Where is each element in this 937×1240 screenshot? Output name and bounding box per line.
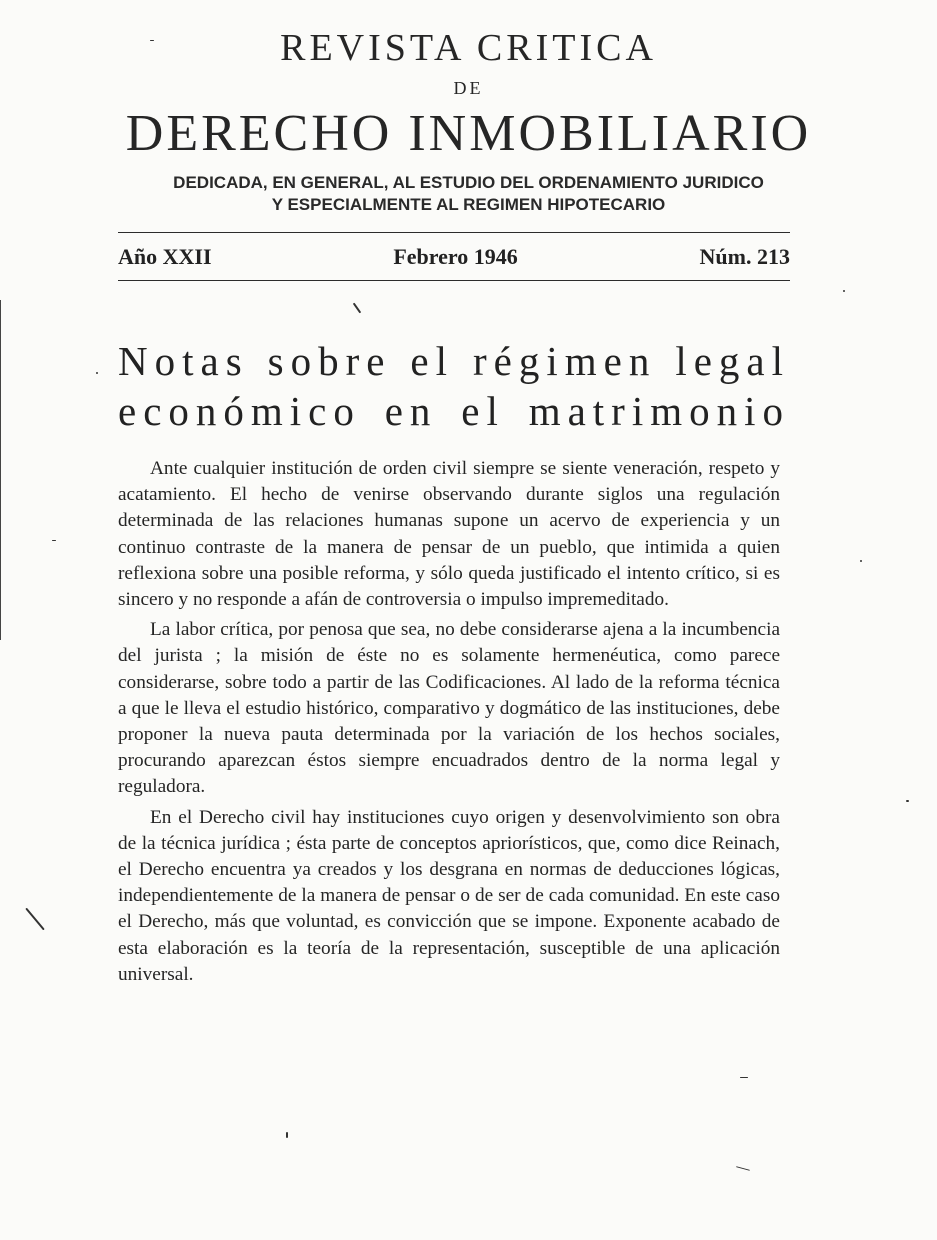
article-paragraph-2: La labor crítica, por penosa que sea, no debe considerarse ajena a la incumbencia del jurista ; la misión de éste no es solamente hermenéutica, como parece considerarse, sobre todo a partir de las Codificaciones. Al lado de la reforma técnica a que le lleva el estudio histórico, comparativo y dogmático de las instituciones, debe proponer la nueva pauta determinada por la variación de los hechos sociales, procurando aparezcan éstos siempre encuadrados dentro de la norma legal y reguladora. bbox=[118, 619, 780, 798]
article-body bbox=[118, 456, 780, 988]
issue-line bbox=[118, 244, 790, 270]
article-title-line1: Notas sobre el régimen legal bbox=[118, 338, 790, 384]
scan-speck bbox=[860, 560, 862, 562]
scan-speck bbox=[740, 1077, 748, 1078]
masthead-subtitle bbox=[0, 172, 937, 216]
article-paragraph-1: Ante cualquier institución de orden civil siempre se siente veneración, respeto y acatamiento. El hecho de venirse observando durante siglos una regulación determinada de las relaciones humanas supone un acervo de experiencia y un continuo contraste de la manera de pensar de un pueblo, que intimida a quien reflexiona sobre una posible reforma, y sólo queda justificado el intento crítico, si es sincero y no responde a afán de controversia o impulso impremeditado. bbox=[118, 458, 780, 611]
issue-number: Núm. 213 bbox=[699, 244, 790, 269]
scan-speck bbox=[906, 800, 909, 802]
scan-speck bbox=[96, 372, 98, 374]
article-title-line2: económico en el matrimonio bbox=[118, 388, 790, 434]
scan-speck bbox=[52, 540, 56, 541]
scan-edge-line bbox=[0, 300, 1, 640]
scan-speck bbox=[286, 1132, 288, 1138]
masthead-title-de: DE bbox=[453, 78, 484, 98]
masthead-title-top: REVISTA CRITICA bbox=[280, 27, 657, 69]
masthead-subtitle-line2: Y ESPECIALMENTE AL REGIMEN HIPOTECARIO bbox=[271, 195, 666, 214]
rule-top bbox=[118, 232, 790, 233]
issue-date: Febrero 1946 bbox=[393, 244, 518, 269]
scan-speck bbox=[736, 1166, 750, 1171]
issue-year: Año XXII bbox=[118, 244, 212, 269]
scan-speck bbox=[150, 40, 154, 41]
scan-speck bbox=[353, 303, 362, 314]
article-paragraph-3: En el Derecho civil hay instituciones cuyo origen y desenvolvimiento son obra de la técnica jurídica ; ésta parte de conceptos apriorísticos, que, como dice Reinach, el Derecho encuentra ya creados y los desgrana en normas de deducciones lógicas, independientemente de la manera de pensar o de ser de cada comunidad. En este caso el Derecho, más que voluntad, es convicción que se impone. Exponente acabado de esta elaboración es la teoría de la representación, susceptible de una aplicación universal. bbox=[118, 806, 780, 985]
article-title bbox=[118, 336, 790, 436]
scan-speck bbox=[843, 290, 845, 292]
masthead-title-main: DERECHO INMOBILIARIO bbox=[125, 105, 812, 162]
rule-bottom bbox=[118, 280, 790, 281]
scan-mark bbox=[25, 908, 45, 931]
masthead-subtitle-line1: DEDICADA, EN GENERAL, AL ESTUDIO DEL ORDENAMIENTO JURIDICO bbox=[173, 173, 764, 192]
